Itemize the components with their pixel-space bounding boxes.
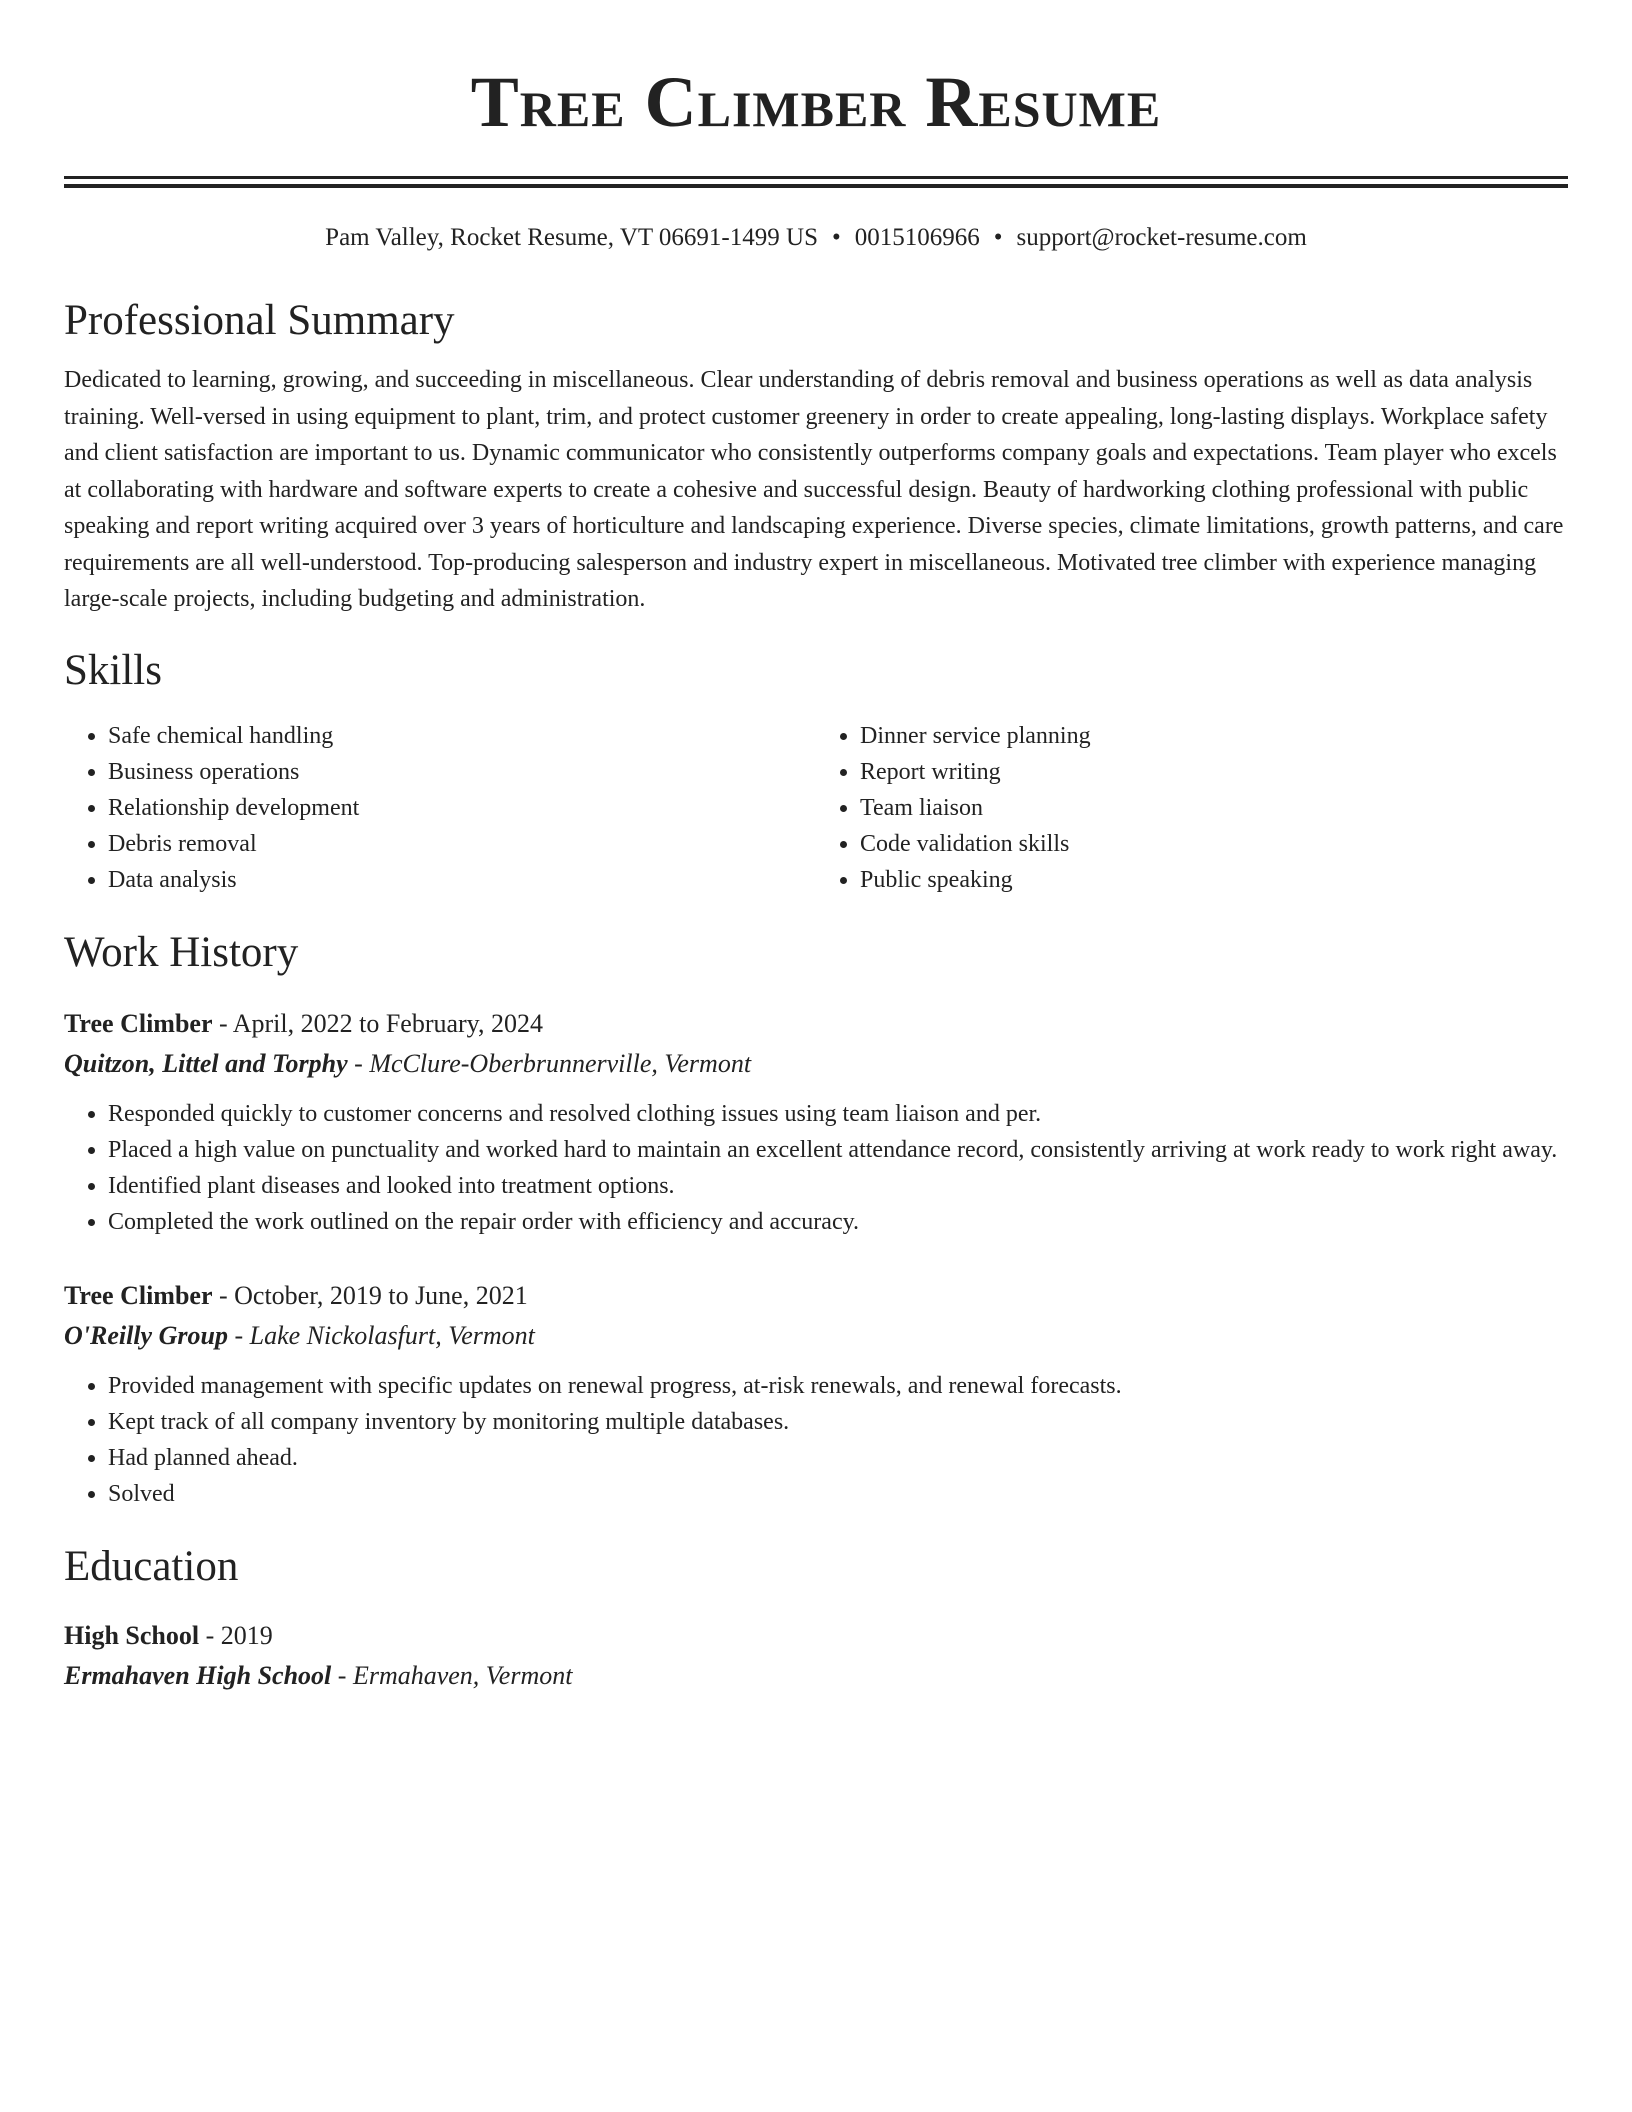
- education-entry: [64, 1616, 1568, 1696]
- skills-column-right: [816, 718, 1568, 898]
- skill-item: • Dinner service planning: [860, 718, 1568, 754]
- title-divider: [64, 176, 1568, 188]
- job-dates: - October, 2019 to June, 2021: [212, 1280, 528, 1310]
- skills-heading: Skills: [64, 646, 162, 694]
- skill-item: • Data analysis: [108, 862, 816, 898]
- job-bullet: • Kept track of all company inventory by monitoring multiple databases.: [108, 1404, 1568, 1440]
- job-company: O'Reilly Group: [64, 1320, 228, 1350]
- job-bullet: • Responded quickly to customer concerns and resolved clothing issues using team liaison and per.: [108, 1096, 1568, 1132]
- job-location: - McClure-Oberbrunnerville, Vermont: [347, 1048, 752, 1078]
- contact-separator: •: [993, 224, 1003, 251]
- education-year: - 2019: [199, 1620, 273, 1650]
- summary-heading: Professional Summary: [64, 297, 455, 344]
- job-company: Quitzon, Littel and Torphy: [64, 1048, 348, 1078]
- job-employer: [64, 1044, 1568, 1084]
- skill-item: • Team liaison: [860, 790, 1568, 826]
- job-header: [64, 1276, 1568, 1316]
- skills-list: [64, 718, 1568, 898]
- job-role: Tree Climber: [64, 1280, 213, 1310]
- contact-phone: 0015106966: [854, 224, 980, 251]
- skill-item: • Relationship development: [108, 790, 816, 826]
- education-header: [64, 1616, 1568, 1656]
- job-header: [64, 1004, 1568, 1044]
- contact-line: [64, 222, 1568, 254]
- contact-email: support@rocket-resume.com: [1016, 224, 1307, 251]
- job-location: - Lake Nickolasfurt, Vermont: [227, 1320, 535, 1350]
- skill-item: • Public speaking: [860, 862, 1568, 898]
- job-bullets: [64, 1368, 1568, 1512]
- job-bullets: [64, 1096, 1568, 1240]
- job-bullet: • Provided management with specific updates on renewal progress, at-risk renewals, and renewal forecasts.: [108, 1368, 1568, 1404]
- education-school: Ermahaven High School: [64, 1660, 332, 1690]
- contact-separator: •: [831, 224, 841, 251]
- job-bullet: • Had planned ahead.: [108, 1440, 1568, 1476]
- skill-item: • Business operations: [108, 754, 816, 790]
- skill-item: • Code validation skills: [860, 826, 1568, 862]
- job-entry: [64, 1004, 1568, 1240]
- summary-text: Dedicated to learning, growing, and succeeding in miscellaneous. Clear understanding of debris removal and business operations as well as data analysis training. Well-versed in using equipment to plant, trim, and protect customer greenery in order to create appealing, long-lasting displays. Workplace safety and client satisfaction are important to us. Dynamic communicator who consistently outperforms company goals and expectations. Team player who excels at collaborating with hardware and software experts to create a cohesive and successful design. Beauty of hardworking clothing professional with public speaking and report writing acquired over 3 years of horticulture and landscaping experience. Diverse species, climate limitations, growth patterns, and care requirements are all well-understood. Top-producing salesperson and industry expert in miscellaneous. Motivated tree climber with experience managing large-scale projects, including budgeting and administration.: [64, 367, 1564, 612]
- contact-address: Pam Valley, Rocket Resume, VT 06691-1499 US: [325, 224, 818, 251]
- education-location: - Ermahaven, Vermont: [331, 1660, 573, 1690]
- job-dates: - April, 2022 to February, 2024: [212, 1008, 543, 1038]
- education-degree: High School: [64, 1620, 200, 1650]
- skill-item: • Debris removal: [108, 826, 816, 862]
- job-bullet: • Solved: [108, 1476, 1568, 1512]
- job-bullet: • Placed a high value on punctuality and worked hard to maintain an excellent attendance record, consistently arriving at work ready to work right away.: [108, 1132, 1568, 1168]
- skills-column-left: [64, 718, 816, 898]
- job-bullet: • Completed the work outlined on the repair order with efficiency and accuracy.: [108, 1204, 1568, 1240]
- education-heading: Education: [64, 1542, 239, 1590]
- skill-item: • Report writing: [860, 754, 1568, 790]
- job-entry: [64, 1276, 1568, 1512]
- education-institution: [64, 1656, 1568, 1696]
- resume-title: Tree Climber Resume: [470, 62, 1162, 142]
- work-history-heading: Work History: [64, 928, 299, 976]
- job-bullet: • Identified plant diseases and looked into treatment options.: [108, 1168, 1568, 1204]
- job-role: Tree Climber: [64, 1008, 213, 1038]
- skill-item: • Safe chemical handling: [108, 718, 816, 754]
- job-employer: [64, 1316, 1568, 1356]
